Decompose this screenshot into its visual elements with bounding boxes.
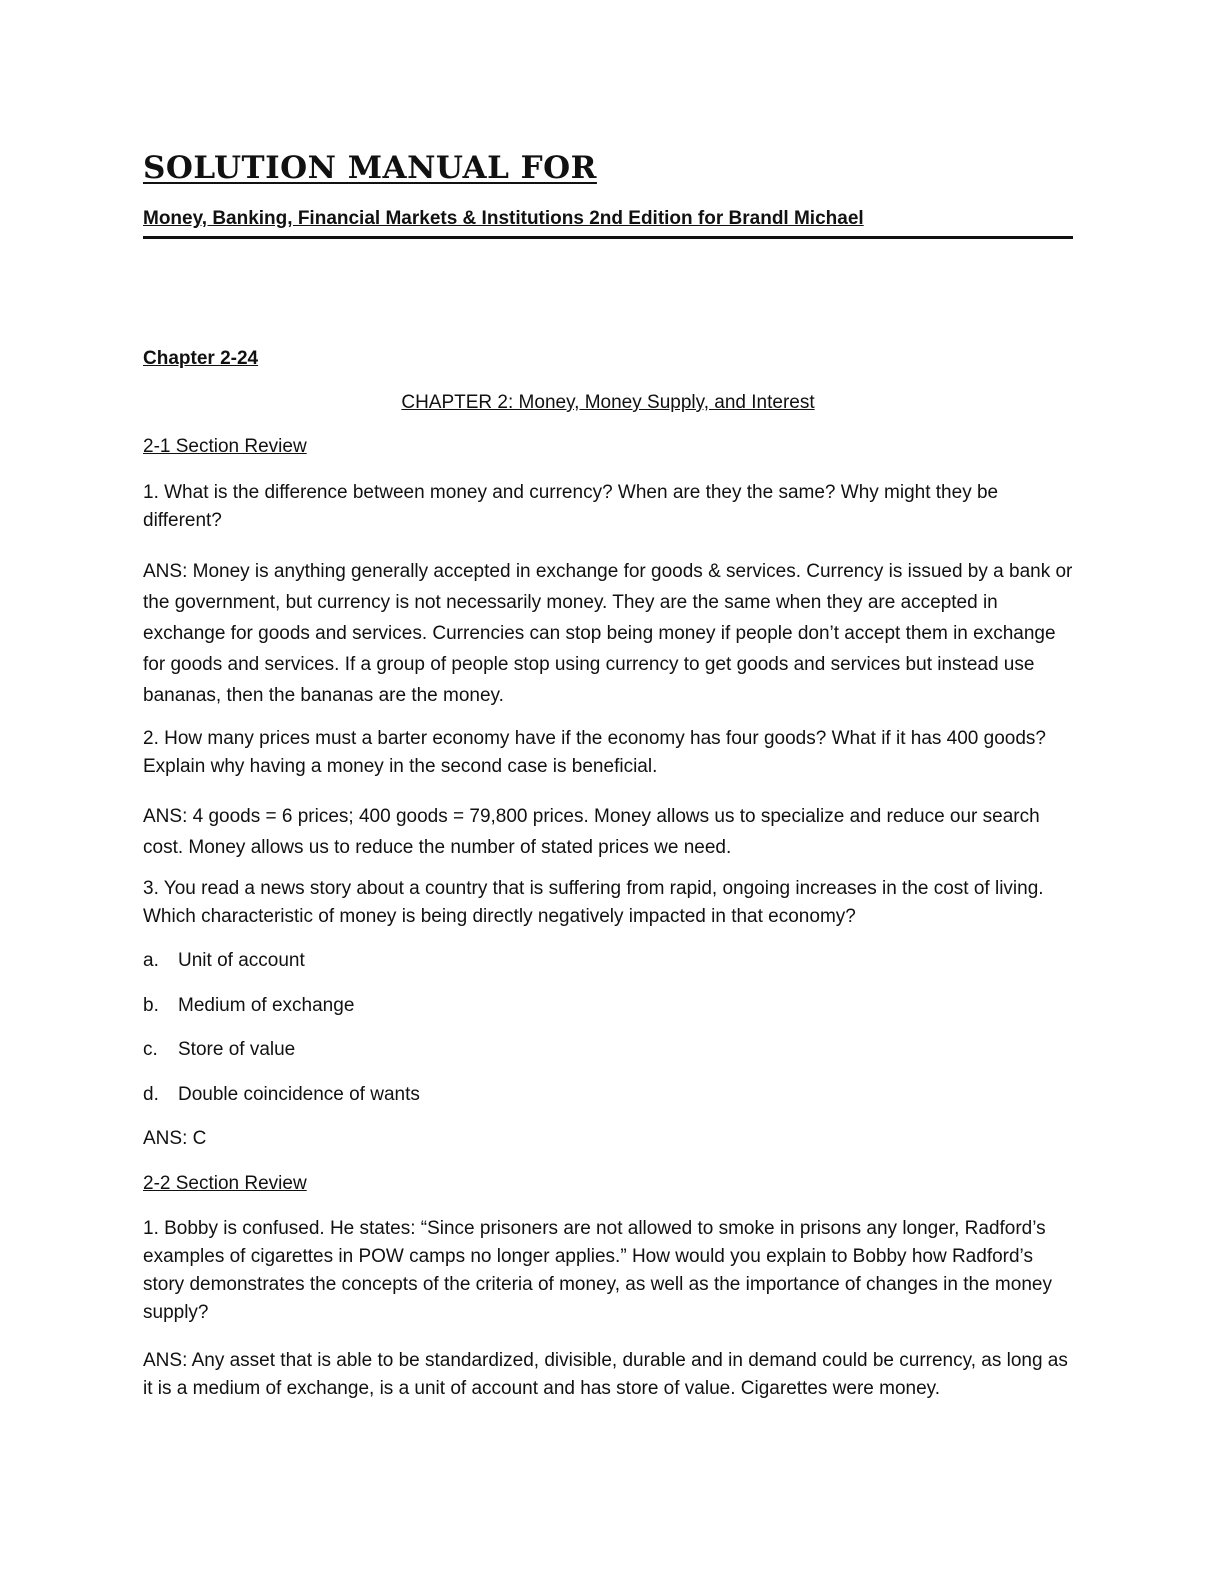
question-2-1-1: 1. What is the difference between money and currency? When are they the same? Why might they be different? (143, 482, 999, 531)
option-letter: b. (143, 995, 159, 1016)
option-letter: d. (143, 1084, 159, 1105)
chapter-range-label: Chapter 2-24 (143, 348, 259, 369)
option-c (143, 1039, 295, 1061)
option-letter: a. (143, 950, 159, 971)
document-title: SOLUTION MANUAL FOR (143, 150, 597, 186)
book-subtitle: Money, Banking, Financial Markets & Institutions 2nd Edition for Brandl Michael (143, 208, 864, 229)
section-heading-2-2: 2-2 Section Review (143, 1173, 307, 1194)
chapter-heading: CHAPTER 2: Money, Money Supply, and Interest (401, 392, 815, 413)
question-2-1-3: 3. You read a news story about a country that is suffering from rapid, ongoing increases in the cost of living. Which characteristic of money is being directly negatively impacted in that economy? (143, 878, 1044, 927)
answer-2-1-1: ANS: Money is anything generally accepted in exchange for goods & services. Currency is issued by a bank or the government, but currency is not necessarily money. They are the same when they are accepted in exchange for goods and services. Currencies can stop being money if people don’t accept them in exchange for goods and services. If a group of people stop using currency to get goods and services but instead use bananas, then the bananas are the money. (143, 561, 1073, 706)
option-text: Unit of account (178, 950, 305, 971)
question-2-1-2: 2. How many prices must a barter economy have if the economy has four goods? What if it has 400 goods? Explain why having a money in the second case is beneficial. (143, 728, 1046, 777)
question-2-2-1: 1. Bobby is confused. He states: “Since prisoners are not allowed to smoke in prisons any longer, Radford’s examples of cigarettes in POW camps no longer applies.” How would you explain to Bobby how Radford’s story demonstrates the concepts of the criteria of money, as well as the importance of changes in the money supply? (143, 1218, 1052, 1323)
option-text: Double coincidence of wants (178, 1084, 420, 1105)
answer-2-2-1: ANS: Any asset that is able to be standardized, divisible, durable and in demand could be currency, as long as it is a medium of exchange, is a unit of account and has store of value. Cigarettes were money. (143, 1350, 1068, 1399)
title-divider (143, 236, 1073, 239)
option-text: Medium of exchange (178, 995, 355, 1016)
option-a (143, 950, 305, 972)
section-heading-2-1: 2-1 Section Review (143, 436, 307, 457)
option-text: Store of value (178, 1039, 296, 1060)
option-d (143, 1084, 420, 1106)
answer-2-1-2: ANS: 4 goods = 6 prices; 400 goods = 79,800 prices. Money allows us to specialize and reduce our search cost. Money allows us to reduce the number of stated prices we need. (143, 806, 1040, 858)
option-letter: c. (143, 1039, 158, 1060)
option-b (143, 995, 354, 1017)
answer-2-1-3: ANS: C (143, 1128, 207, 1149)
